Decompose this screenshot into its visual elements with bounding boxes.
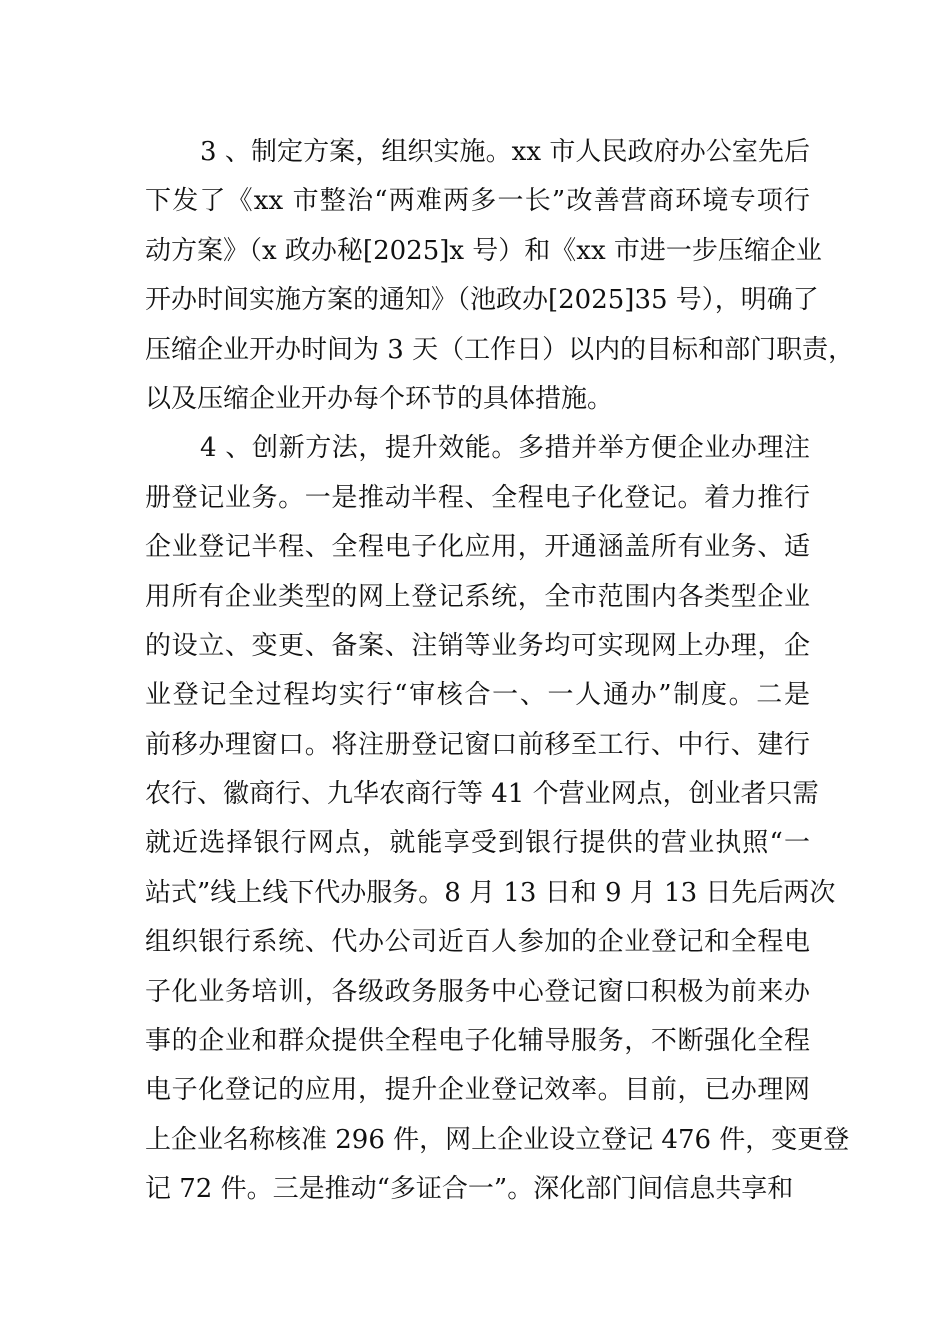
paragraph-line: 上企业名称核准 296 件，网上企业设立登记 476 件，变更登: [145, 1124, 850, 1155]
paragraph-line: 站式”线上线下代办服务。8 月 13 日和 9 月 13 日先后两次: [145, 877, 836, 908]
paragraph-line: 组织银行系统、代办公司近百人参加的企业登记和全程电: [145, 927, 810, 958]
paragraph-line: 就近选择银行网点，就能享受到银行提供的营业执照“一: [145, 828, 810, 859]
paragraph-line: 下发了《xx 市整治“两难两多一长”改善营商环境专项行: [145, 186, 810, 217]
paragraph-line: 开办时间实施方案的通知》（池政办[2025]35 号），明确了: [145, 285, 819, 316]
paragraph-line: 记 72 件。三是推动“多证合一”。深化部门间信息共享和: [145, 1174, 794, 1205]
paragraph: [145, 128, 855, 424]
paragraph-line: 4 、创新方法，提升效能。多措并举方便企业办理注: [200, 433, 810, 464]
paragraph-line: 子化业务培训，各级政务服务中心登记窗口积极为前来办: [145, 976, 810, 1007]
paragraph-line: 压缩企业开办时间为 3 天（工作日）以内的目标和部门职责，: [145, 334, 855, 365]
paragraph-line: 用所有企业类型的网上登记系统，全市范围内各类型企业: [145, 581, 810, 612]
paragraph-line: 前移办理窗口。将注册登记窗口前移至工行、中行、建行: [145, 729, 810, 760]
paragraph-line: 册登记业务。一是推动半程、全程电子化登记。着力推行: [145, 482, 810, 513]
paragraph-line: 3 、制定方案，组织实施。xx 市人民政府办公室先后: [200, 137, 810, 167]
paragraph-line: 以及压缩企业开办每个环节的具体措施。: [145, 383, 614, 414]
paragraph-line: 动方案》（x 政办秘[2025]x 号）和《xx 市进一步压缩企业: [145, 235, 822, 266]
paragraph-line: 业登记全过程均实行“审核合一、一人通办”制度。二是: [145, 680, 810, 711]
document-body: [145, 128, 855, 1215]
paragraph: [145, 424, 850, 1214]
paragraph-line: 的设立、变更、备案、注销等业务均可实现网上办理，企: [145, 630, 810, 661]
paragraph-line: 事的企业和群众提供全程电子化辅导服务，不断强化全程: [145, 1026, 810, 1057]
paragraph-line: 农行、徽商行、九华农商行等 41 个营业网点，创业者只需: [145, 779, 819, 810]
paragraph-line: 电子化登记的应用，提升企业登记效率。目前，已办理网: [145, 1075, 810, 1106]
paragraph-line: 企业登记半程、全程电子化应用，开通涵盖所有业务、适: [145, 532, 810, 563]
